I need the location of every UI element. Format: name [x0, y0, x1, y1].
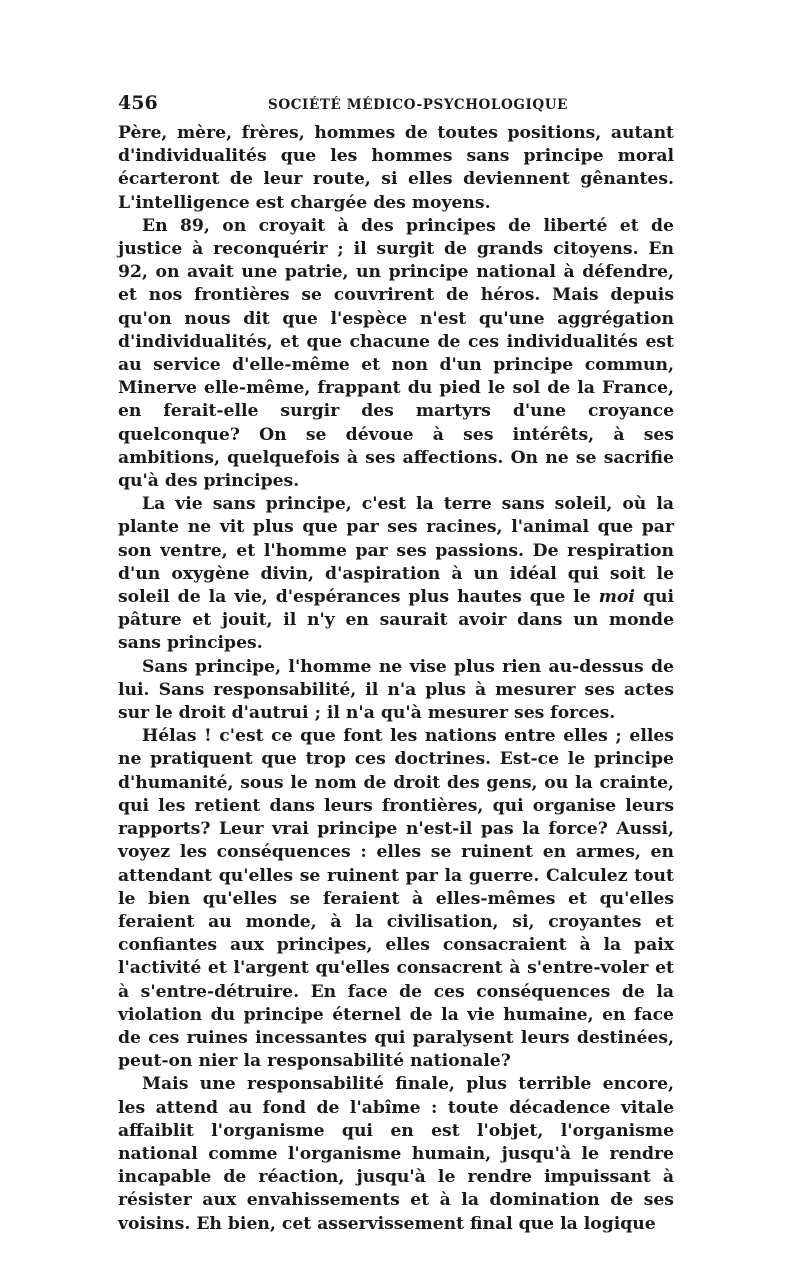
- book-page: [118, 92, 674, 1236]
- paragraph-1: Père, mère, frères, hommes de toutes positions, autant d'individualités que les hommes sans principe moral écarteront de leur route, si elles deviennent gênantes. L'intelligence est chargée des moyens.: [118, 123, 674, 213]
- paragraph-3-part-a: La vie sans principe, c'est la terre sans soleil, où la plante ne vit plus que par ses racines, l'animal que par son ventre, et l'homme par ses passions. De respiration d'un oxygène divin, d'aspiration à un idéal qui soit le soleil de la vie, d'espérances plus hautes que le: [118, 494, 674, 608]
- paragraph-4: Sans principe, l'homme ne vise plus rien au-dessus de lui. Sans responsabilité, il n'a plus à mesurer ses actes sur le droit d'autrui ; il n'a qu'à mesurer ses forces.: [118, 656, 674, 724]
- paragraph-3-part-b: qui pâture et jouit, il n'y en saurait avoir dans un monde sans principes.: [118, 587, 674, 654]
- body-text: [118, 122, 674, 1236]
- paragraph-6: Mais une responsabilité finale, plus terrible encore, les attend au fond de l'abîme : toute décadence vitale affaiblit l'organisme qui en est l'objet, l'organisme national comme l'organisme humain, jusqu'à le rendre incapable de réaction, jusqu'à le rendre impuissant à résister aux envahissements et à la domination de ses voisins. Eh bien, cet asservissement final que la logique: [118, 1074, 674, 1234]
- page-number: 456: [118, 92, 158, 114]
- paragraph-5: Hélas ! c'est ce que font les nations entre elles ; elles ne pratiquent que trop ces doctrines. Est-ce le principe d'humanité, sous le nom de droit des gens, ou la crainte, qui les retient dans leurs frontières, qui organise leurs rapports? Leur vrai principe n'est-il pas la force? Aussi, voyez les conséquences : elles se ruinent en armes, en attendant qu'elles se ruinent par la guerre. Calculez tout le bien qu'elles se feraient à elles-mêmes et qu'elles feraient au monde, à la civilisation, si, croyantes et confiantes aux principes, elles consacraient à la paix l'activité et l'argent qu'elles consacrent à s'entre-voler et à s'entre-détruire. En face de ces conséquences de la violation du principe éternel de la vie humaine, en face de ces ruines incessantes qui paralysent leurs destinées, peut-on nier la responsabilité nationale?: [118, 726, 674, 1072]
- running-title: SOCIÉTÉ MÉDICO-PSYCHOLOGIQUE: [268, 97, 569, 113]
- emphasis-moi: moi: [598, 587, 635, 608]
- paragraph-2: En 89, on croyait à des principes de liberté et de justice à reconquérir ; il surgit de grands citoyens. En 92, on avait une patrie, un principe national à défendre, et nos frontières se couvrirent de héros. Mais depuis qu'on nous dit que l'espèce n'est qu'une aggrégation d'individualités, et que chacune de ces individualités est au service d'elle-même et non d'un principe commun, Minerve elle-même, frappant du pied le sol de la France, en ferait-elle surgir des martyrs d'une croyance quelconque? On se dévoue à ses intérêts, à ses ambitions, quelquefois à ses affections. On ne se sacrifie qu'à des principes.: [118, 215, 674, 492]
- running-head: [118, 92, 674, 116]
- paragraph-3: [118, 493, 674, 655]
